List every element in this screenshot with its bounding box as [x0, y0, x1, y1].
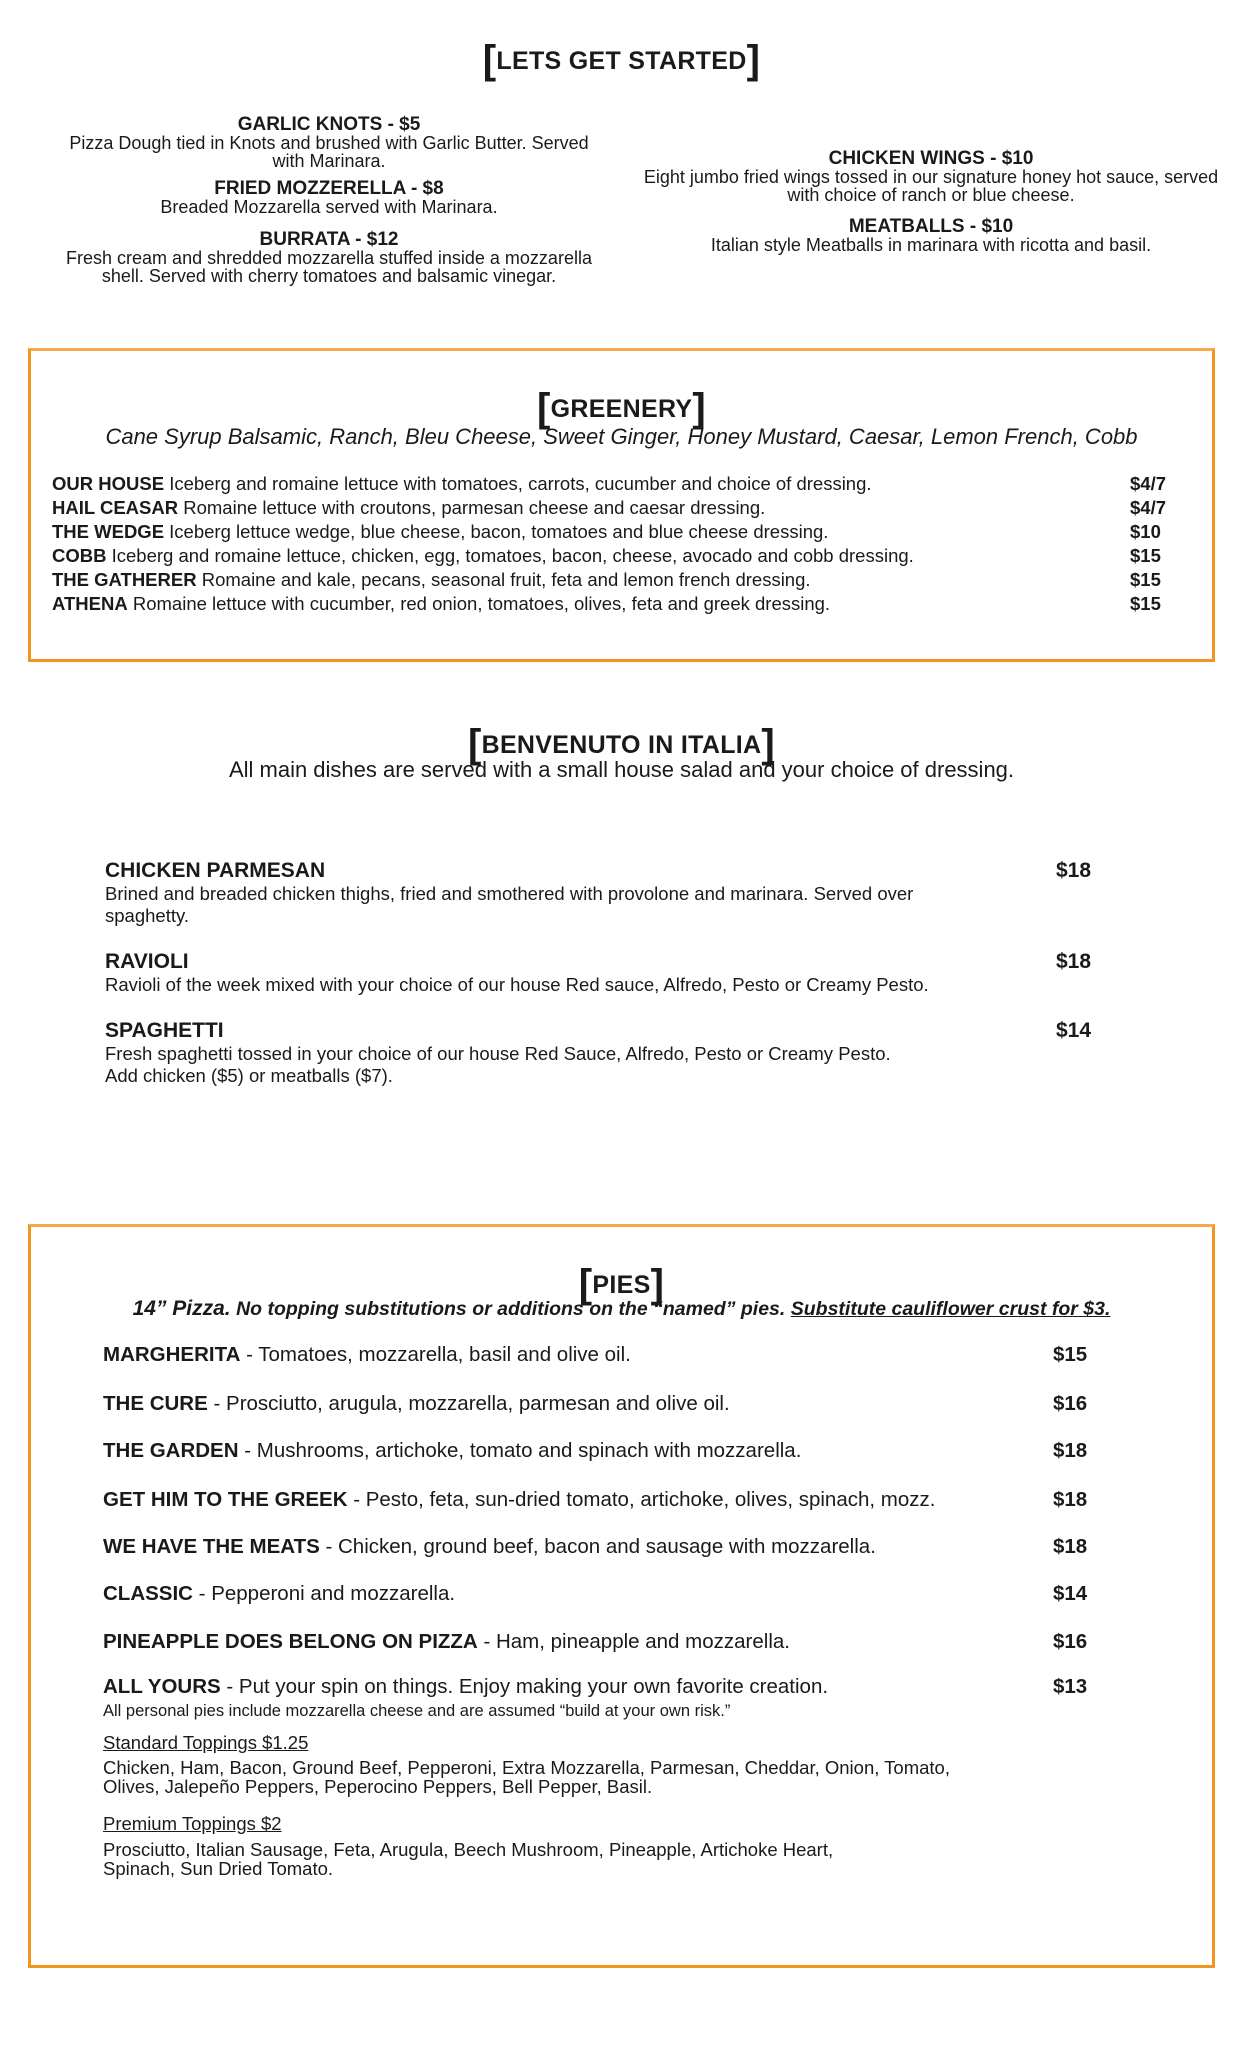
salad-desc: Romaine lettuce with croutons, parmesan cheese and caesar dressing. [183, 497, 766, 518]
pie-row [103, 1343, 1103, 1367]
substitution-note: No topping substitutions or additions on the “named” pies. [230, 1298, 791, 1320]
mains-title: [BENVENUTO IN ITALIA] [467, 722, 776, 766]
main-desc: spaghetty. [105, 905, 189, 926]
menu-item-burrata [44, 231, 614, 285]
personal-pie-note: All personal pies include mozzarella cheese and are assumed “build at your own risk.” [103, 1702, 731, 1720]
pie-desc: - Pesto, feta, sun-dried tomato, artichoke, olives, spinach, mozz. [347, 1488, 936, 1511]
salad-row [52, 472, 1172, 496]
pie-desc: - Chicken, ground beef, bacon and sausage with mozzarella. [319, 1535, 876, 1558]
salad-name: ATHENA [52, 593, 128, 614]
salad-price: $4/7 [1130, 473, 1167, 494]
pie-price: $16 [1053, 1630, 1088, 1653]
main-desc: Ravioli of the week mixed with your choice of our house Red sauce, Alfredo, Pesto or Creamy Pesto. [105, 974, 929, 995]
pie-desc: - Tomatoes, mozzarella, basil and olive oil. [240, 1343, 631, 1366]
pie-row [103, 1488, 1103, 1512]
pie-name: THE CURE [103, 1392, 208, 1415]
menu-item-garlic-knots [44, 116, 614, 170]
pie-row [103, 1630, 1103, 1654]
main-name: SPAGHETTI [105, 1019, 224, 1042]
pie-price: $14 [1053, 1582, 1088, 1605]
salad-name: OUR HOUSE [52, 473, 165, 494]
pie-price: $16 [1053, 1392, 1088, 1415]
main-name: RAVIOLI [105, 950, 189, 973]
salad-row [52, 544, 1172, 568]
pie-price: $18 [1053, 1439, 1088, 1462]
pie-name: ALL YOURS [103, 1675, 221, 1698]
pie-name: GET HIM TO THE GREEK [103, 1488, 348, 1511]
pie-name: PINEAPPLE DOES BELONG ON PIZZA [103, 1630, 478, 1653]
salad-desc: Romaine lettuce with cucumber, red onion, tomatoes, olives, feta and greek dressing. [132, 593, 831, 614]
pie-row [103, 1439, 1103, 1463]
pie-desc: - Pepperoni and mozzarella. [192, 1582, 456, 1605]
pie-price: $15 [1053, 1343, 1088, 1366]
salad-desc: Romaine and kale, pecans, seasonal fruit, feta and lemon french dressing. [201, 569, 811, 590]
salad-row [52, 520, 1172, 544]
main-price: $18 [1056, 950, 1092, 973]
item-name: BURRATA - $12 [259, 229, 399, 250]
standard-toppings-list: Olives, Jalepeño Peppers, Peperocino Peppers, Bell Pepper, Basil. [103, 1776, 653, 1797]
main-desc: Brined and breaded chicken thighs, fried and smothered with provolone and marinara. Served over [105, 883, 914, 904]
menu-item-chicken-wings [636, 150, 1226, 204]
main-price: $18 [1056, 859, 1092, 882]
salad-price: $15 [1130, 569, 1161, 590]
main-name: CHICKEN PARMESAN [105, 859, 326, 882]
salad-price: $10 [1130, 521, 1161, 542]
pie-desc: - Ham, pineapple and mozzarella. [477, 1630, 790, 1653]
premium-toppings-list: Spinach, Sun Dried Tomato. [103, 1858, 334, 1879]
item-desc: Fresh cream and shredded mozzarella stuffed inside a mozzarella shell. Served with cherry tomatoes and balsamic vinegar. [66, 248, 592, 286]
salad-price: $4/7 [1130, 497, 1167, 518]
standard-toppings-title: Standard Toppings $1.25 [103, 1732, 309, 1753]
item-name: GARLIC KNOTS - $5 [237, 114, 421, 135]
pie-name: MARGHERITA [103, 1343, 241, 1366]
salad-row [52, 496, 1172, 520]
pie-row [103, 1675, 1103, 1699]
pie-desc: - Prosciutto, arugula, mozzarella, parmesan and olive oil. [207, 1392, 730, 1415]
item-desc: Eight jumbo fried wings tossed in our signature honey hot sauce, served with choice of ranch or blue cheese. [643, 167, 1219, 205]
main-item-chicken-parmesan [105, 859, 1105, 927]
premium-toppings-list: Prosciutto, Italian Sausage, Feta, Arugula, Beech Mushroom, Pineapple, Artichoke Heart, [103, 1839, 834, 1860]
pie-price: $18 [1053, 1535, 1088, 1558]
item-name: FRIED MOZZERELLA - $8 [214, 178, 444, 199]
pie-row [103, 1582, 1103, 1606]
salad-desc: Iceberg lettuce wedge, blue cheese, bacon, tomatoes and blue cheese dressing. [169, 521, 829, 542]
pie-row [103, 1535, 1103, 1559]
salad-price: $15 [1130, 545, 1161, 566]
pie-row [103, 1392, 1103, 1416]
main-desc: Add chicken ($5) or meatballs ($7). [105, 1065, 393, 1086]
pizza-size: 14” Pizza. [132, 1297, 231, 1320]
salad-name: COBB [52, 545, 107, 566]
cauliflower-note: Substitute cauliflower crust for $3. [790, 1298, 1111, 1320]
standard-toppings-list: Chicken, Ham, Bacon, Ground Beef, Pepperoni, Extra Mozzarella, Parmesan, Cheddar, Onion, Tomato, [103, 1757, 950, 1778]
main-price: $14 [1056, 1019, 1092, 1042]
pie-desc: - Mushrooms, artichoke, tomato and spinach with mozzarella. [238, 1439, 802, 1462]
salad-name: HAIL CEASAR [52, 497, 179, 518]
item-name: CHICKEN WINGS - $10 [828, 148, 1034, 169]
pie-price: $18 [1053, 1488, 1088, 1511]
pie-name: THE GARDEN [103, 1439, 239, 1462]
item-name: MEATBALLS - $10 [848, 216, 1014, 237]
main-item-ravioli [105, 950, 1105, 996]
pie-desc: - Put your spin on things. Enjoy making your own favorite creation. [220, 1675, 829, 1698]
salad-desc: Iceberg and romaine lettuce with tomatoes, carrots, cucumber and choice of dressing. [169, 473, 872, 494]
salad-name: THE GATHERER [52, 569, 197, 590]
pie-price: $13 [1053, 1675, 1088, 1698]
salad-row [52, 592, 1172, 616]
dressing-list: Cane Syrup Balsamic, Ranch, Bleu Cheese, Sweet Ginger, Honey Mustard, Caesar, Lemon French, Cobb [105, 424, 1138, 449]
pie-name: WE HAVE THE MEATS [103, 1535, 320, 1558]
main-desc: Fresh spaghetti tossed in your choice of our house Red Sauce, Alfredo, Pesto or Creamy Pesto. [105, 1043, 891, 1064]
item-desc: Italian style Meatballs in marinara with ricotta and basil. [710, 235, 1152, 255]
pies-title: [PIES] [578, 1262, 665, 1306]
pie-name: CLASSIC [103, 1582, 193, 1605]
greenery-title: [GREENERY] [536, 386, 707, 430]
salad-name: THE WEDGE [52, 521, 165, 542]
main-item-spaghetti [105, 1019, 1105, 1087]
mains-subtitle: All main dishes are served with a small house salad and your choice of dressing. [228, 757, 1015, 782]
starters-title: [LETS GET STARTED] [482, 38, 761, 82]
menu-item-meatballs [636, 218, 1226, 254]
premium-toppings-title: Premium Toppings $2 [103, 1813, 282, 1834]
pies-note [0, 1297, 1243, 1321]
salad-row [52, 568, 1172, 592]
salad-price: $15 [1130, 593, 1161, 614]
item-desc: Pizza Dough tied in Knots and brushed with Garlic Butter. Served with Marinara. [69, 133, 589, 171]
menu-item-fried-mozzerella [44, 180, 614, 216]
salad-desc: Iceberg and romaine lettuce, chicken, egg, tomatoes, bacon, cheese, avocado and cobb dressing. [111, 545, 914, 566]
item-desc: Breaded Mozzarella served with Marinara. [160, 197, 498, 217]
